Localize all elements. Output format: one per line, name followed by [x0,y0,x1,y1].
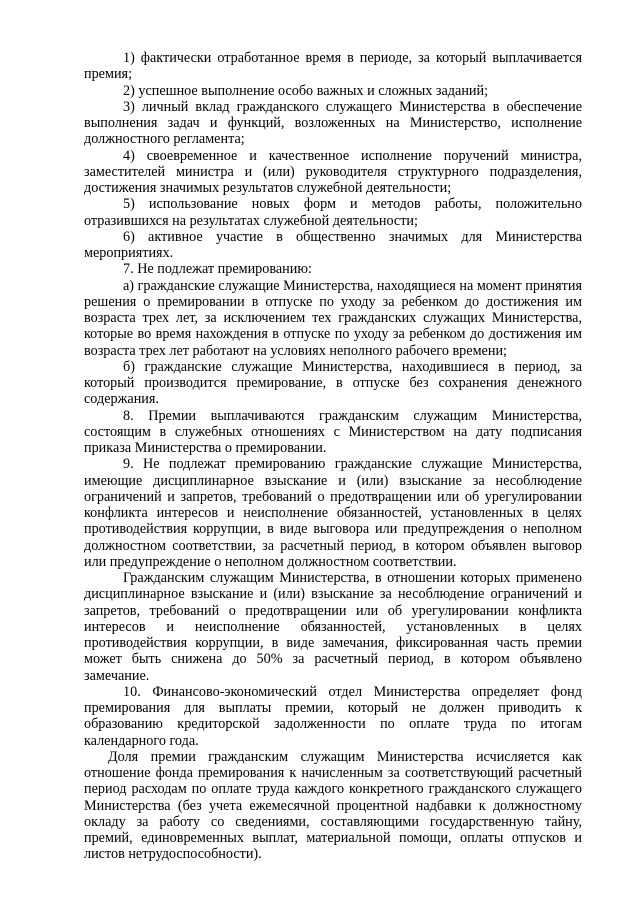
paragraph-item-a: а) гражданские служащие Министерства, находящиеся на момент принятия решения о премировании в отпуске по уходу за ребенком до достижения им возраста трех лет, за исключением тех гражданских служащих Министерства, которые во время нахождения в отпуске по уходу за ребенком до достижения им возраста трех лет работают на условиях неполного рабочего времени; [84,277,582,359]
paragraph-clause-8: 8. Премии выплачиваются гражданским служащим Министерства, состоящим в служебных отношениях с Министерством на дату подписания приказа Министерства о премировании. [84,407,582,456]
paragraph-item-4: 4) своевременное и качественное исполнение поручений министра, заместителей министра и (или) руководителя структурного подразделения, достижения значимых результатов служебной деятельности; [84,147,582,196]
paragraph-clause-9: 9. Не подлежат премированию гражданские служащие Министерства, имеющие дисциплинарное взыскание и (или) взыскание за несоблюдение ограничений и запретов, требований о предотвращении или об урегулировании конфликта интересов и неисполнение обязанностей, установленных в целях противодействия коррупции, в виде выговора или предупреждения о неполном должностном соответствии, за расчетный период, в котором объявлен выговор или предупреждение о неполном должностном соответствии. [84,456,582,570]
paragraph-clause-7: 7. Не подлежат премированию: [123,261,312,278]
paragraph-item-1: 1) фактически отработанное время в периоде, за который выплачивается премия; [84,50,582,83]
paragraph-clause-10: 10. Финансово-экономический отдел Министерства определяет фонд премирования для выплаты премии, который не должен приводить к образованию кредиторской задолженности по оплате труда по итогам календарного года. [84,683,582,749]
paragraph-item-5: 5) использование новых форм и методов работы, положительно отразившихся на результатах служебной деятельности; [84,196,582,229]
paragraph-item-6: 6) активное участие в общественно значимых для Министерства мероприятиях. [84,228,582,261]
paragraph-item-2: 2) успешное выполнение особо важных и сложных заданий; [123,82,489,99]
paragraph-premium-share: Доля премии гражданским служащим Министерства исчисляется как отношение фонда премирования к начисленным за соответствующий расчетный период расходам по оплате труда каждого конкретного гражданского служащего Министерства (без учета ежемесячной процентной надбавки к должностному окладу за работу со сведениями, составляющими государственную тайну, премий, единовременных выплат, материальной помощи, оплаты отпусков и листов нетрудоспособности). [84,748,582,863]
paragraph-item-b: б) гражданские служащие Министерства, находившиеся в период, за который производится премирование, в отпуске без сохранения денежного содержания. [84,358,582,408]
paragraph-clause-9-continued: Гражданским служащим Министерства, в отношении которых применено дисциплинарное взыскание и (или) взыскание за несоблюдение ограничений и запретов, требований о предотвращении или об урегулировании конфликта интересов и неисполнение обязанностей, установленных в целях противодействия коррупции, в виде замечания, фиксированная часть премии может быть снижена до 50% за расчетный период, в котором объявлено замечание. [84,570,582,684]
document-page [84,50,582,863]
paragraph-item-3: 3) личный вклад гражданского служащего Министерства в обеспечение выполнения задач и функций, возложенных на Министерство, исполнение должностного регламента; [84,98,582,148]
